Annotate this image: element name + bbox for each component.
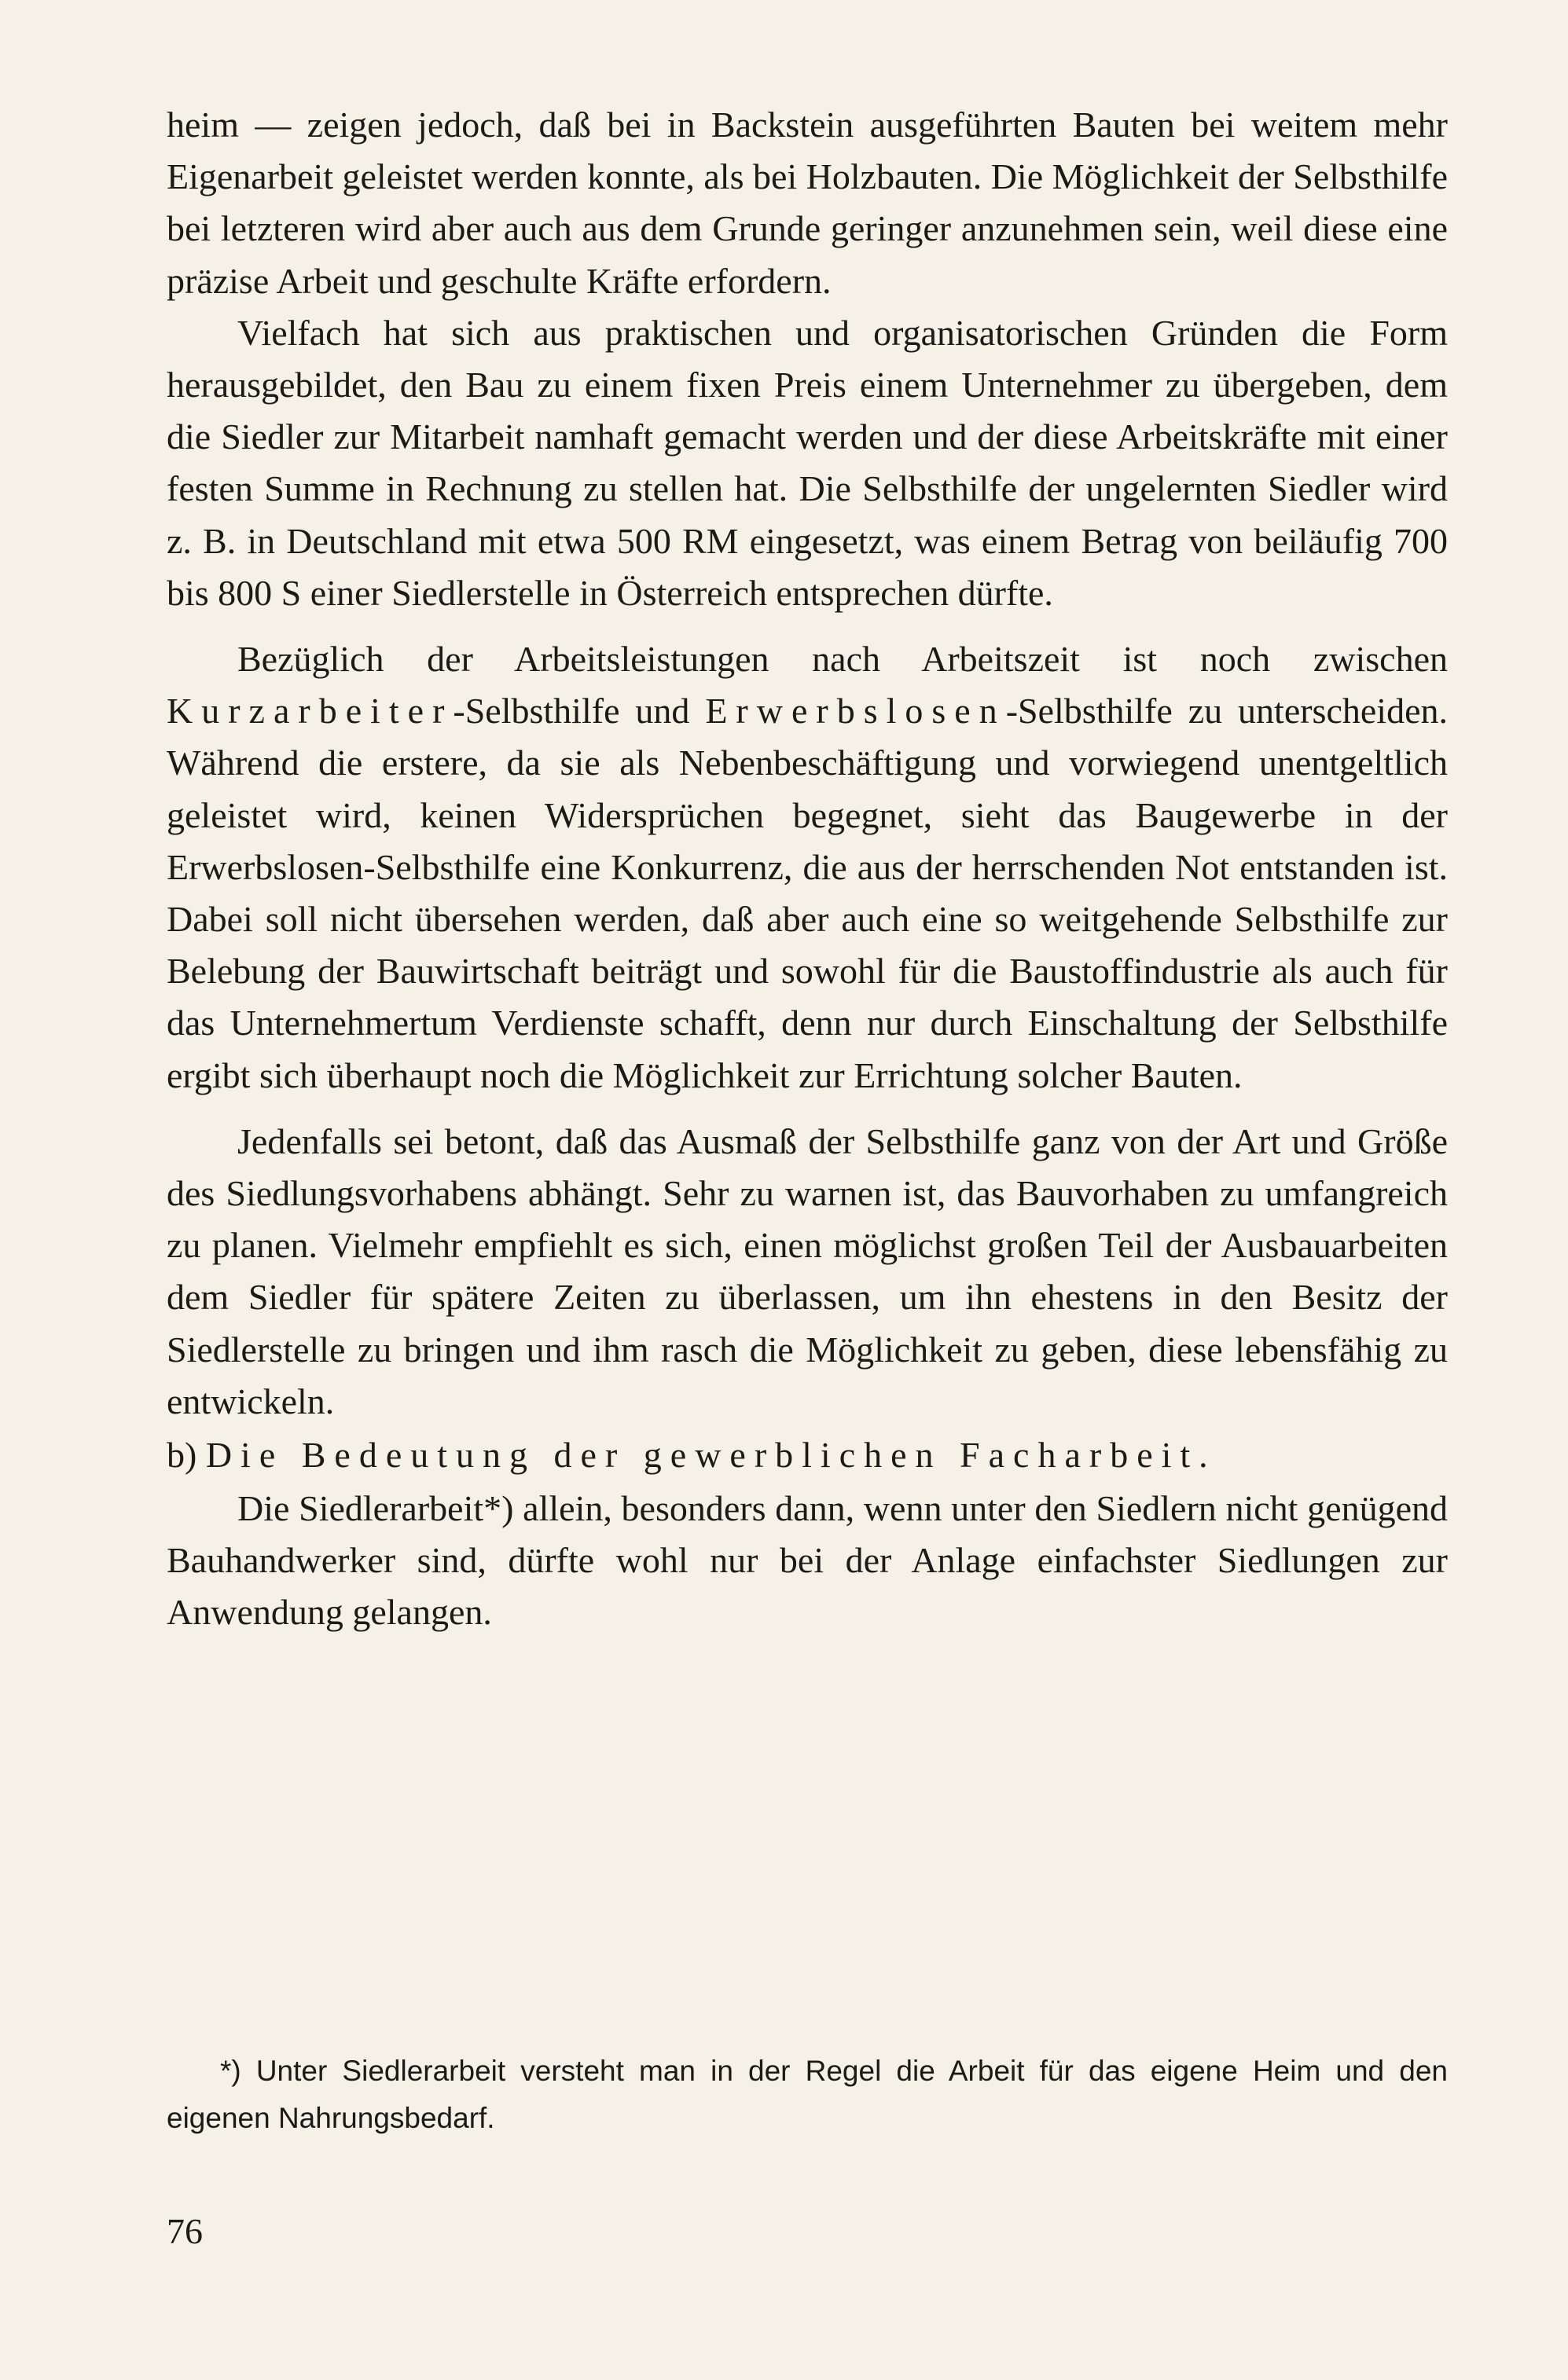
emphasis-erwerbslosen: Erwerbslosen xyxy=(705,691,1006,732)
paragraph-3 xyxy=(167,633,1448,1102)
section-heading xyxy=(167,1428,1448,1483)
paragraph-4: Jedenfalls sei betont, daß das Ausmaß der Selbsthilfe ganz von der Art und Größe des Siedlungsvorhabens abhängt. Sehr zu warnen ist, das Bauvorhaben zu umfangreich zu planen. Vielmehr empfiehlt es sich, einen möglichst großen Teil der Ausbauarbeiten dem Siedler für spätere Zeiten zu überlassen, um ihn ehestens in den Besitz der Siedlerstelle zu bringen und ihm rasch die Möglichkeit zu geben, diese lebensfähig zu entwickeln. xyxy=(167,1120,1448,1421)
emphasis-kurzarbeiter: Kurzarbeiter xyxy=(167,691,454,732)
section-marker: b) xyxy=(167,1435,197,1476)
paragraph-3-end: -Selbsthilfe zu unterscheiden. Während die erstere, da sie als Nebenbeschäftigung und vorwiegend unentgeltlich geleistet wird, keinen Widersprüchen begegnet, sieht das Baugewerbe in der Erwerbslosen-Selbsthilfe eine Konkurrenz, die aus der herrschenden Not entstanden ist. Dabei soll nicht übersehen werden, daß aber auch eine so weitgehende Selbsthilfe zur Belebung der Bauwirtschaft beiträgt und sowohl für die Baustoffindustrie als auch für das Unternehmertum Verdienste schafft, denn nur durch Einschaltung der Selbsthilfe ergibt sich überhaupt noch die Möglichkeit zur Errichtung solcher Bauten. xyxy=(167,691,1448,1095)
main-text xyxy=(167,99,1448,1639)
section-title: Die Bedeutung der gewerblichen Facharbeit. xyxy=(205,1435,1217,1476)
paragraph-1: heim — zeigen jedoch, daß bei in Backstein ausgeführten Bauten bei weitem mehr Eigenarbeit geleistet werden konnte, als bei Holzbauten. Die Möglichkeit der Selbsthilfe bei letzteren wird aber auch aus dem Grunde geringer anzunehmen sein, weil diese eine präzise Arbeit und geschulte Kräfte erfordern. xyxy=(167,105,1448,301)
footnote-text: *) Unter Siedlerarbeit versteht man in der Regel die Arbeit für das eigene Heim und den eigenen Nahrungsbedarf. xyxy=(167,2055,1448,2134)
paragraph-5 xyxy=(167,1483,1448,1639)
paragraph-5-start: Die Siedlerarbeit xyxy=(237,1488,484,1529)
paragraph-2: Vielfach hat sich aus praktischen und organisatorischen Gründen die Form herausgebildet, den Bau zu einem fixen Preis einem Unternehmer zu übergeben, dem die Siedler zur Mitarbeit namhaft gemacht werden und der diese Arbeitskräfte mit einer festen Summe in Rechnung zu stellen hat. Die Selbsthilfe der ungelernten Siedler wird z. B. in Deutschland mit etwa 500 RM eingesetzt, was einem Betrag von beiläufig 700 bis 800 S einer Siedlerstelle in Österreich entsprechen dürfte. xyxy=(167,312,1448,613)
paragraph-3-start: Bezüglich der Arbeitsleistungen nach Arbeitszeit ist noch zwischen xyxy=(237,639,1448,680)
page-number: 76 xyxy=(167,2211,203,2251)
paragraph-5-end: allein, besonders dann, wenn unter den Siedlern nicht genügend Bauhandwerker sind, dürfte wohl nur bei der Anlage einfachster Siedlungen zur Anwendung gelangen. xyxy=(167,1488,1448,1633)
paragraph-3-middle: -Selbsthilfe und xyxy=(453,691,706,732)
footnote-reference: *) xyxy=(483,1488,514,1529)
footnote xyxy=(167,2048,1448,2142)
